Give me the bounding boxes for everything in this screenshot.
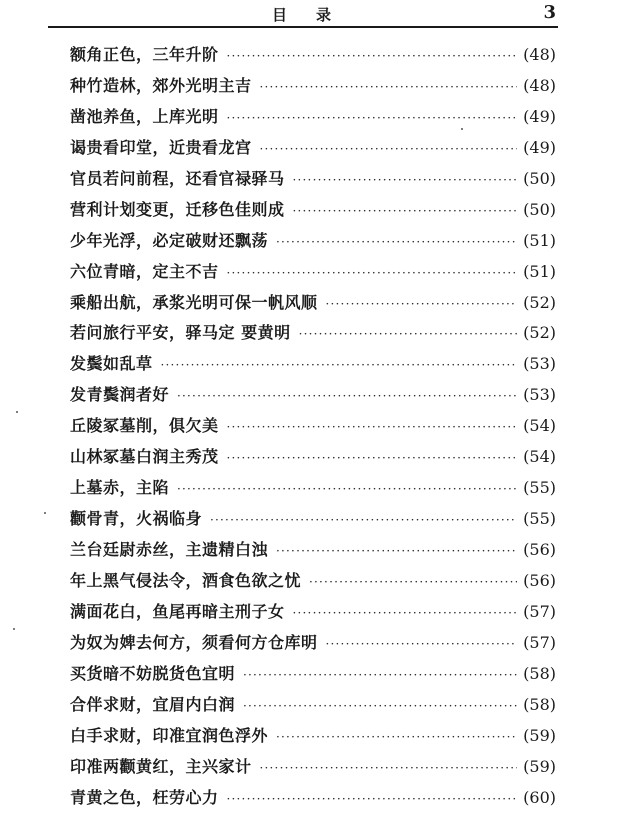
page-number: 3 xyxy=(543,2,556,23)
page-title-right: 录 xyxy=(316,6,334,24)
dot-leader xyxy=(227,784,518,814)
toc-entry-title: 合伴求财，宜眉内白润 xyxy=(70,690,235,721)
toc-entry-title: 凿池养鱼，上库光明 xyxy=(70,102,219,133)
toc-entry[interactable] xyxy=(70,380,556,411)
toc-entry-title: 青黄之色，枉劳心力 xyxy=(70,783,219,814)
toc-entry-title: 颧骨青，火祸临身 xyxy=(70,504,202,535)
dot-leader xyxy=(309,567,517,598)
toc-entry[interactable] xyxy=(70,411,556,442)
toc-entry[interactable] xyxy=(70,721,556,752)
toc-entry-title: 印准两颧黄红，主兴家计 xyxy=(70,752,252,783)
dot-leader xyxy=(177,474,517,505)
toc-entry[interactable] xyxy=(70,659,556,690)
toc-entry[interactable] xyxy=(70,40,556,71)
toc-entry-page: (54) xyxy=(523,442,556,473)
dot-leader xyxy=(326,289,518,320)
dot-leader xyxy=(276,536,517,567)
toc-entry-page: (59) xyxy=(523,752,556,783)
toc-entry-page: (48) xyxy=(523,71,556,102)
toc-entry[interactable] xyxy=(70,195,556,226)
toc-entry[interactable] xyxy=(70,164,556,195)
toc-entry-page: (53) xyxy=(523,349,556,380)
toc-entry-page: (56) xyxy=(523,535,556,566)
toc-entry-title: 年上黑气侵法令，酒食色欲之忧 xyxy=(70,566,301,597)
toc-entry-title: 上墓赤，主陷 xyxy=(70,473,169,504)
dot-leader xyxy=(276,227,517,258)
toc-entry[interactable] xyxy=(70,102,556,133)
dot-leader xyxy=(293,165,518,196)
table-of-contents xyxy=(70,40,556,813)
toc-entry-page: (55) xyxy=(523,504,556,535)
dot-leader xyxy=(227,103,518,134)
toc-entry-page: (52) xyxy=(523,318,556,349)
toc-entry-page: (57) xyxy=(523,597,556,628)
toc-entry-page: (58) xyxy=(523,690,556,721)
toc-entry-title: 山林冢墓白润主秀茂 xyxy=(70,442,219,473)
page-title-left: 目 xyxy=(272,6,290,24)
toc-entry-page: (50) xyxy=(523,164,556,195)
toc-entry-title: 买货暗不妨脱货色宜明 xyxy=(70,659,235,690)
dot-leader xyxy=(210,505,517,536)
scan-speck xyxy=(44,512,46,514)
toc-entry[interactable] xyxy=(70,535,556,566)
toc-entry[interactable] xyxy=(70,504,556,535)
toc-entry-page: (51) xyxy=(523,257,556,288)
toc-entry-title: 营利计划变更，迁移色佳则成 xyxy=(70,195,285,226)
dot-leader xyxy=(276,722,517,753)
toc-entry[interactable] xyxy=(70,783,556,814)
toc-entry-title: 少年光浮，必定破财还飘荡 xyxy=(70,226,268,257)
dot-leader xyxy=(227,443,518,474)
scan-speck xyxy=(13,628,15,630)
toc-entry-title: 满面花白，鱼尾再暗主刑子女 xyxy=(70,597,285,628)
toc-entry-title: 额角正色，三年升阶 xyxy=(70,40,219,71)
toc-entry-title: 六位青暗，定主不吉 xyxy=(70,257,219,288)
scan-speck xyxy=(16,411,18,413)
toc-entry[interactable] xyxy=(70,71,556,102)
toc-entry-page: (49) xyxy=(523,133,556,164)
toc-entry-title: 白手求财，印准宜润色浮外 xyxy=(70,721,268,752)
toc-entry-title: 兰台廷尉赤丝，主遗精白浊 xyxy=(70,535,268,566)
toc-entry[interactable] xyxy=(70,226,556,257)
toc-entry-page: (55) xyxy=(523,473,556,504)
scan-speck xyxy=(461,128,463,130)
toc-entry-page: (53) xyxy=(523,380,556,411)
dot-leader xyxy=(260,134,518,165)
toc-entry-title: 发青鬓润者好 xyxy=(70,380,169,411)
dot-leader xyxy=(260,753,518,784)
toc-entry-page: (57) xyxy=(523,628,556,659)
toc-entry-title: 种竹造林，郊外光明主吉 xyxy=(70,71,252,102)
toc-entry-title: 谒贵看印堂，近贵看龙宫 xyxy=(70,133,252,164)
dot-leader xyxy=(177,381,517,412)
toc-entry[interactable] xyxy=(70,133,556,164)
toc-entry[interactable] xyxy=(70,257,556,288)
toc-entry-page: (52) xyxy=(523,288,556,319)
toc-entry-page: (50) xyxy=(523,195,556,226)
toc-entry[interactable] xyxy=(70,288,556,319)
toc-entry[interactable] xyxy=(70,318,556,349)
toc-entry-page: (49) xyxy=(523,102,556,133)
dot-leader xyxy=(260,72,518,103)
page-header xyxy=(48,0,558,28)
toc-entry-page: (51) xyxy=(523,226,556,257)
dot-leader xyxy=(299,319,518,350)
toc-entry[interactable] xyxy=(70,752,556,783)
toc-entry[interactable] xyxy=(70,690,556,721)
toc-entry-title: 为奴为婢去何方，须看何方仓库明 xyxy=(70,628,318,659)
dot-leader xyxy=(227,258,518,289)
dot-leader xyxy=(227,412,518,443)
toc-entry-page: (60) xyxy=(523,783,556,814)
dot-leader xyxy=(293,196,518,227)
toc-entry-page: (54) xyxy=(523,411,556,442)
toc-entry[interactable] xyxy=(70,442,556,473)
toc-entry[interactable] xyxy=(70,349,556,380)
toc-entry-title: 乘船出航，承浆光明可保一帆风顺 xyxy=(70,288,318,319)
toc-entry-page: (56) xyxy=(523,566,556,597)
dot-leader xyxy=(243,691,517,722)
toc-entry[interactable] xyxy=(70,473,556,504)
dot-leader xyxy=(227,41,518,72)
dot-leader xyxy=(161,350,518,381)
toc-entry-page: (58) xyxy=(523,659,556,690)
toc-entry[interactable] xyxy=(70,628,556,659)
dot-leader xyxy=(293,598,518,629)
toc-entry[interactable] xyxy=(70,597,556,628)
page-title xyxy=(48,4,558,25)
toc-entry-page: (59) xyxy=(523,721,556,752)
dot-leader xyxy=(326,629,518,660)
toc-entry-title: 官员若问前程，还看官禄驿马 xyxy=(70,164,285,195)
dot-leader xyxy=(243,660,517,691)
toc-entry-title: 发鬓如乱草 xyxy=(70,349,153,380)
toc-entry-title: 若问旅行平安，驿马定 要黄明 xyxy=(70,318,291,349)
toc-entry-title: 丘陵冢墓削，俱欠美 xyxy=(70,411,219,442)
toc-entry-page: (48) xyxy=(523,40,556,71)
toc-entry[interactable] xyxy=(70,566,556,597)
